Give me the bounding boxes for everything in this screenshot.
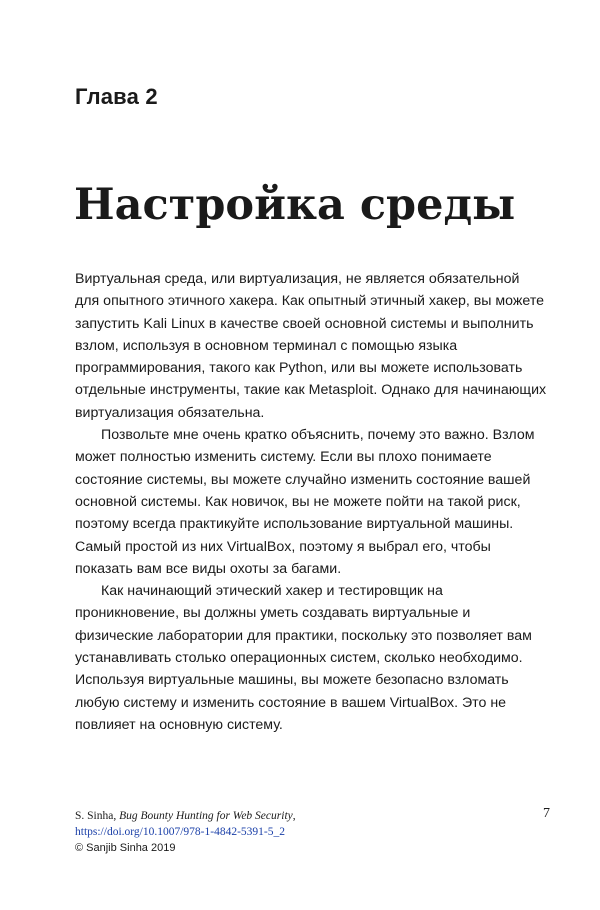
page-number: 7 — [543, 806, 550, 821]
paragraph-3: Как начинающий этический хакер и тестировщик на проникновение, вы должны уметь создавать виртуальные и физические лаборатории для практики, поскольку это позволяет вам устанавливать столько операционных систем, сколько необходимо. Используя виртуальные машины, вы можете безопасно взломать любую систему и изменить состояние в вашем VirtualBox. Это не повлияет на основную систему. — [75, 583, 532, 733]
citation-line: S. Sinha, Bug Bounty Hunting for Web Security, — [75, 810, 296, 822]
citation-book-title: Bug Bounty Hunting for Web Security — [119, 810, 293, 822]
chapter-body — [75, 268, 547, 736]
citation-footer — [75, 808, 555, 856]
copyright-notice: © Sanjib Sinha 2019 — [75, 842, 176, 854]
paragraph-1: Виртуальная среда, или виртуализация, не является обязательной для опытного этичного хакера. Как опытный этичный хакер, вы можете запустить Kali Linux в качестве своей основной системы и выполнить взлом, используя в основном терминал с помощью языка программирования, такого как Python, или вы можете использовать отдельные инструменты, такие как Metasploit. Однако для начинающих виртуализация обязательна. — [75, 271, 547, 421]
chapter-title: Настройка среды — [74, 180, 516, 230]
chapter-number: Глава 2 — [75, 84, 158, 109]
doi-link[interactable]: https://doi.org/10.1007/978-1-4842-5391-5_2 — [75, 826, 285, 838]
citation-author: S. Sinha, — [75, 810, 117, 822]
paragraph-2: Позвольте мне очень кратко объяснить, почему это важно. Взлом может полностью изменить систему. Если вы плохо понимаете состояние системы, вы можете случайно изменить состояние вашей основной системы. Как новичок, вы не можете пойти на такой риск, поэтому всегда практикуйте использование виртуальной машины. Самый простой из них VirtualBox, поэтому я выбрал его, чтобы показать вам все виды охоты за багами. — [75, 427, 535, 577]
